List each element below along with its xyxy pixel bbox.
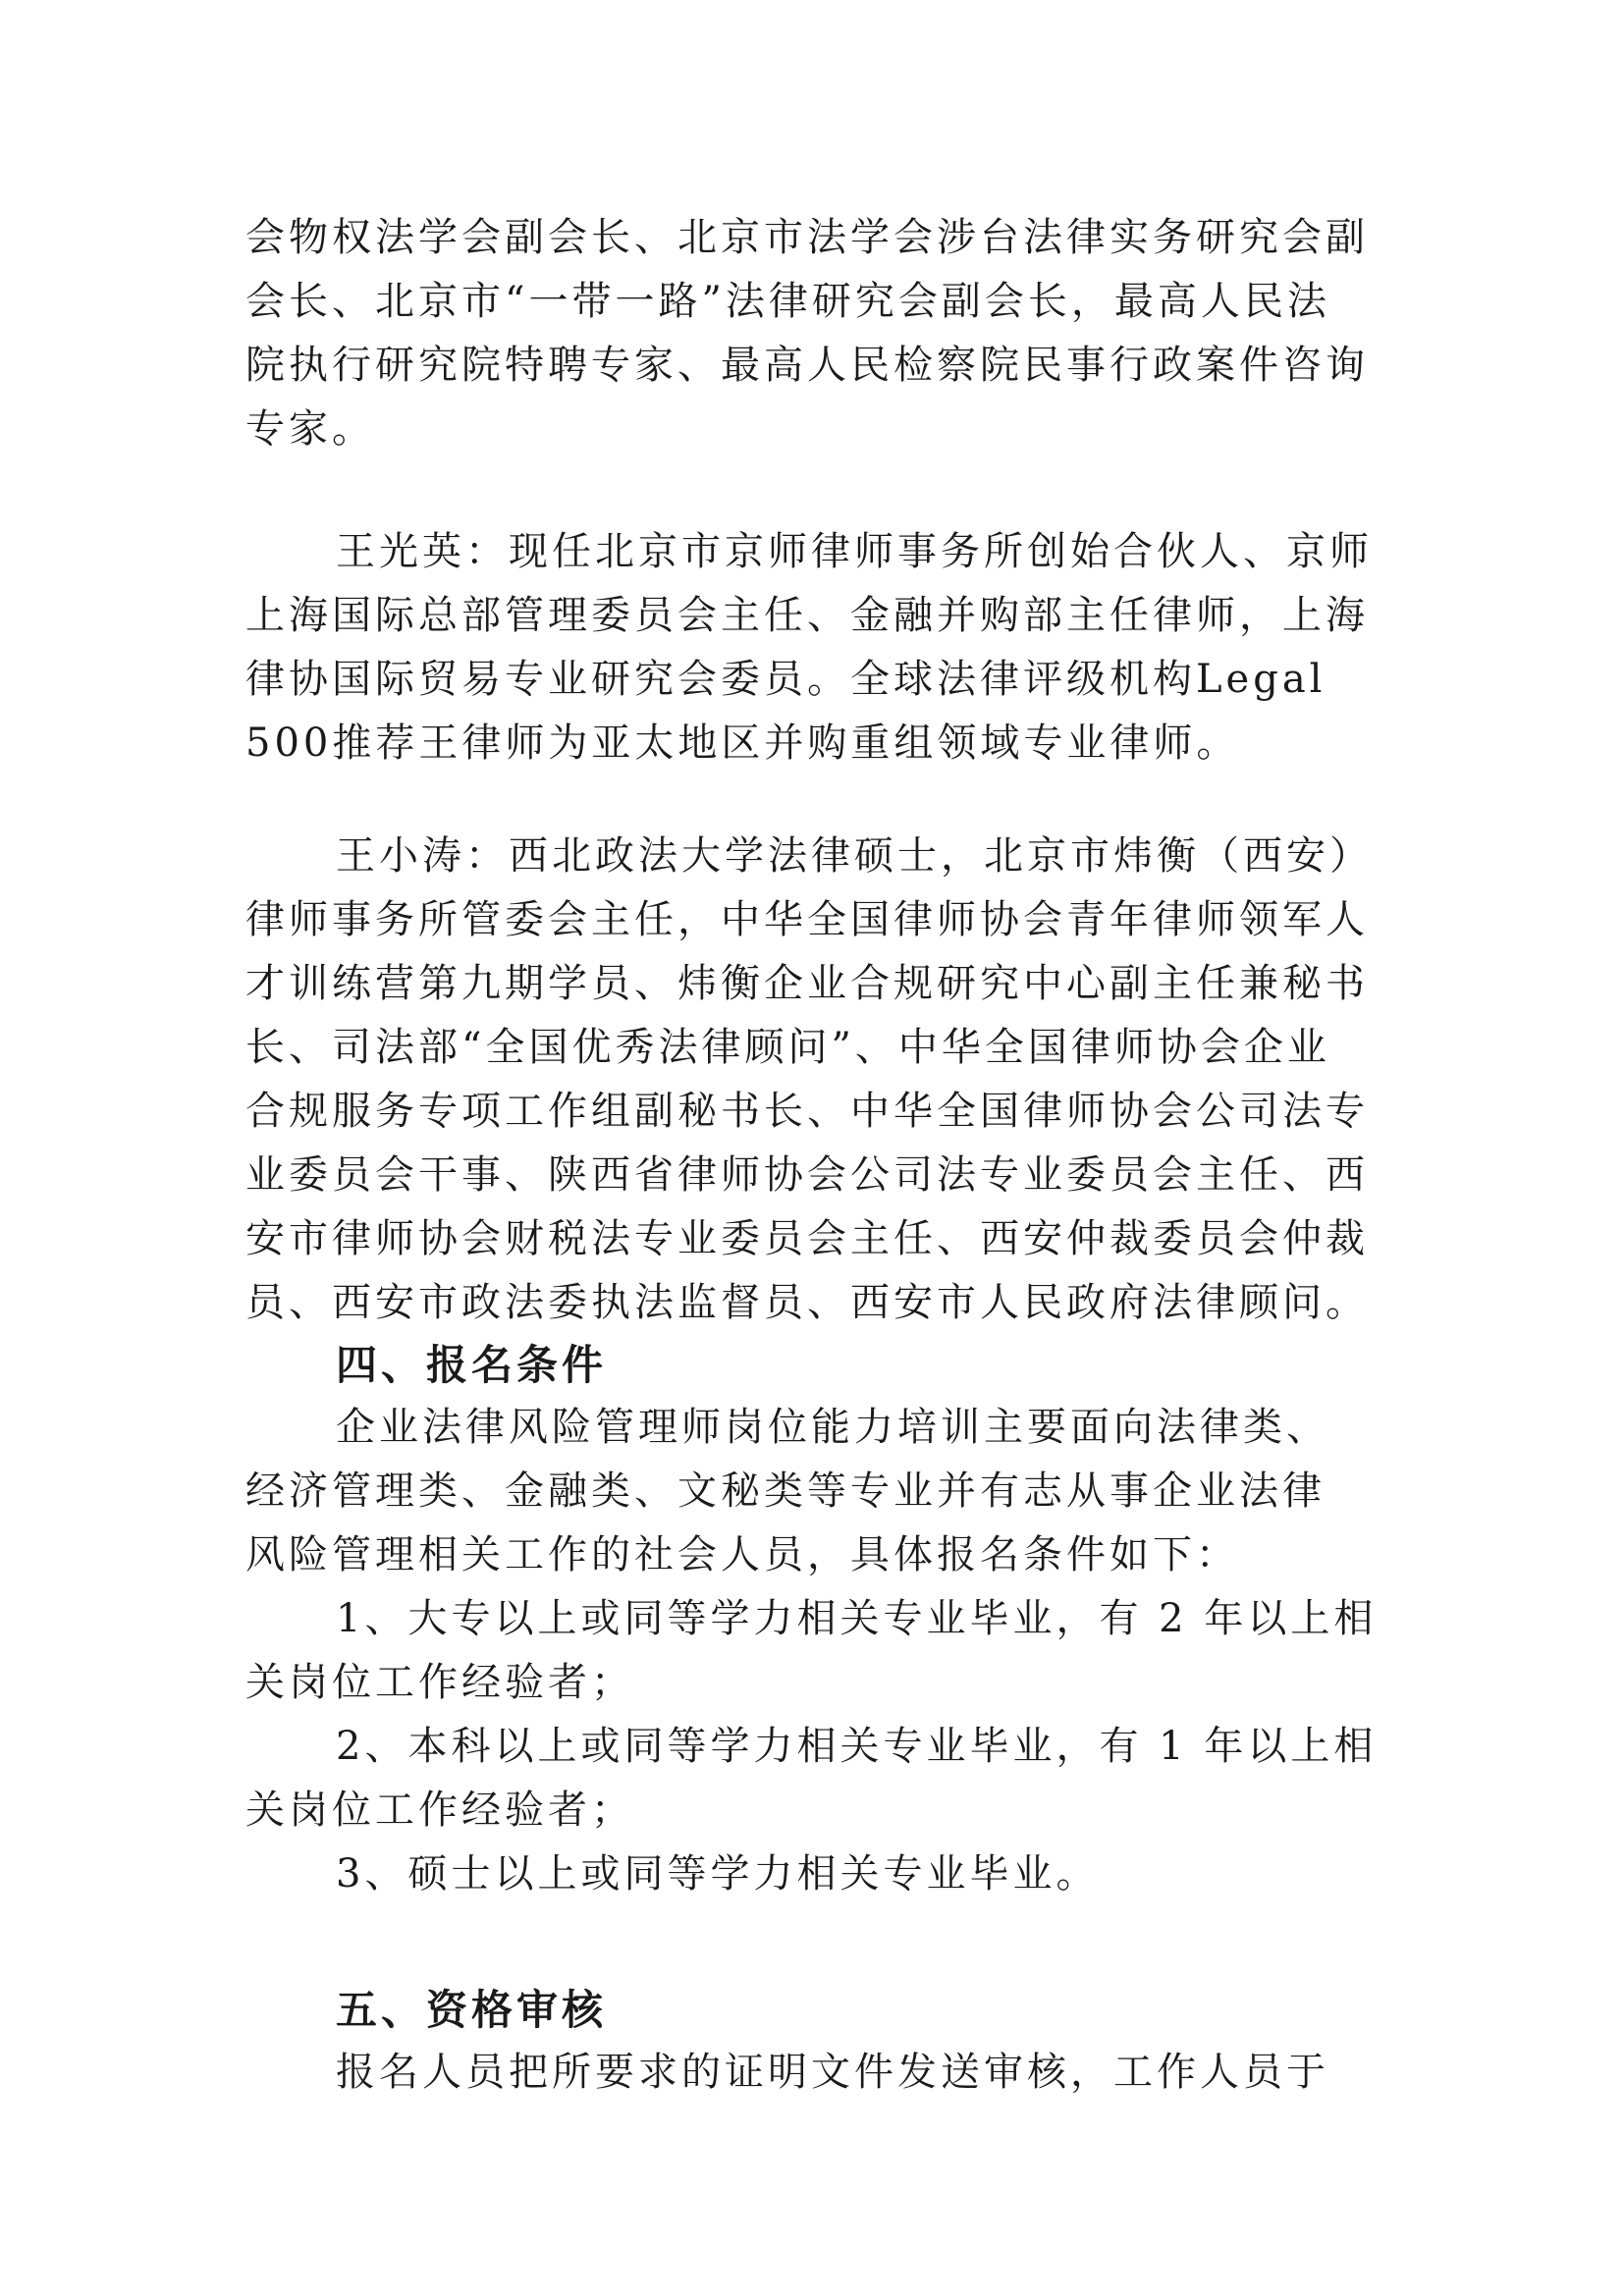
- text-line: 才训练营第九期学员、炜衡企业合规研究中心副主任兼秘书: [245, 961, 1369, 1006]
- text-line: 报名人员把所要求的证明文件发送审核，工作人员于: [336, 2050, 1329, 2095]
- registration-item-2: [245, 1715, 1394, 1842]
- text-line: 王小涛：西北政法大学法律硕士，北京市炜衡（西安）: [336, 833, 1373, 879]
- text-line: 院执行研究院特聘专家、最高人民检察院民事行政案件咨询: [245, 343, 1369, 388]
- text-line: 王光英：现任北京市京师律师事务所创始合伙人、京师: [336, 529, 1373, 574]
- text-line: 长、司法部“全国优秀法律顾问”、中华全国律师协会企业: [245, 1025, 1330, 1070]
- text-line: 安市律师协会财税法专业委员会主任、西安仲裁委员会仲裁: [245, 1216, 1369, 1261]
- paragraph-bio-wang-xiaotao: [245, 825, 1394, 1335]
- text-line: 律协国际贸易专业研究会委员。全球法律评级机构Legal: [245, 657, 1326, 702]
- registration-item-1: [245, 1587, 1394, 1715]
- text-line: 风险管理相关工作的社会人员，具体报名条件如下：: [245, 1532, 1239, 1577]
- section-registration-intro: [245, 1396, 1394, 1587]
- text-line: 经济管理类、金融类、文秘类等专业并有志从事企业法律: [245, 1468, 1326, 1514]
- text-line: 3、硕士以上或同等学力相关专业毕业。: [336, 1851, 1100, 1896]
- text-line: 上海国际总部管理委员会主任、金融并购部主任律师，上海: [245, 593, 1369, 638]
- registration-item-3: [245, 1842, 1394, 1906]
- text-line: 律师事务所管委会主任，中华全国律师协会青年律师领军人: [245, 897, 1369, 942]
- section-heading-qualification-review: 五、资格审核: [336, 1986, 608, 2034]
- text-line: 关岗位工作经验者；: [245, 1788, 634, 1833]
- text-line: 会物权法学会副会长、北京市法学会涉台法律实务研究会副: [245, 215, 1369, 260]
- text-line: 专家。: [245, 406, 375, 452]
- section-qualification-intro: [245, 2041, 1394, 2105]
- paragraph-bio-continuation: [245, 206, 1394, 461]
- text-line: 员、西安市政法委执法监督员、西安市人民政府法律顾问。: [245, 1280, 1369, 1325]
- text-line: 1、大专以上或同等学力相关专业毕业，有 2 年以上相: [336, 1596, 1378, 1641]
- text-line: 合规服务专项工作组副秘书长、中华全国律师协会公司法专: [245, 1089, 1369, 1134]
- text-line: 关岗位工作经验者；: [245, 1660, 634, 1705]
- text-line: 会长、北京市“一带一路”法律研究会副会长，最高人民法: [245, 279, 1330, 324]
- text-line: 500推荐王律师为亚太地区并购重组领域专业律师。: [245, 721, 1240, 766]
- text-line: 企业法律风险管理师岗位能力培训主要面向法律类、: [336, 1405, 1329, 1450]
- text-line: 2、本科以上或同等学力相关专业毕业，有 1 年以上相: [336, 1724, 1378, 1769]
- paragraph-bio-wang-guangying: [245, 520, 1394, 775]
- section-heading-registration: 四、报名条件: [336, 1341, 608, 1389]
- text-line: 业委员会干事、陕西省律师协会公司法专业委员会主任、西: [245, 1152, 1369, 1198]
